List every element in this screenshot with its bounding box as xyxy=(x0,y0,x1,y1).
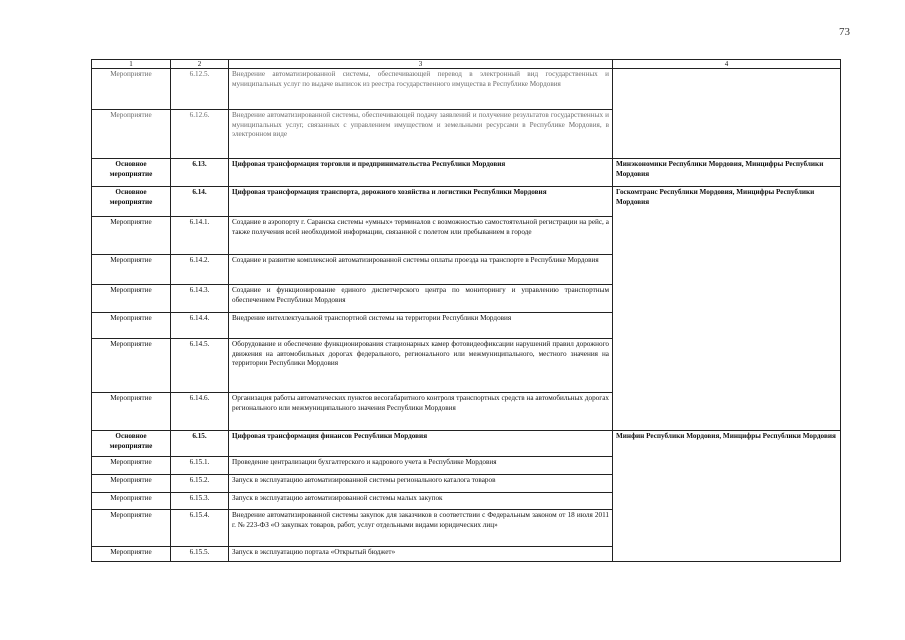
row-number: 6.14.4. xyxy=(171,313,229,339)
row-responsible: Госкомтранс Республики Мордовия, Минцифры Республики Мордовия xyxy=(613,187,841,431)
row-type: Мероприятие xyxy=(92,547,171,562)
row-description: Внедрение автоматизированной системы, обеспечивающей перевод в электронный вид государственных и муниципальных услуг по выдаче выписок из реестра государственного имущества в Республике Мордовия xyxy=(229,69,613,110)
row-number: 6.13. xyxy=(171,159,229,187)
row-description: Создание и функционирование единого диспетчерского центра по мониторингу и управлению транспортным обеспечением Республики Мордовия xyxy=(229,285,613,313)
header-col-1: 1 xyxy=(92,60,171,69)
row-type: Мероприятие xyxy=(92,285,171,313)
row-number: 6.14.6. xyxy=(171,393,229,431)
row-description: Внедрение автоматизированной системы закупок для заказчиков в соответствии с Федеральным законом от 18 июля 2011 г. № 223-ФЗ «О закупках товаров, работ, услуг отдельными видами юридических лиц» xyxy=(229,510,613,547)
row-type: Мероприятие xyxy=(92,217,171,255)
row-description: Оборудование и обеспечение функционирования стационарных камер фотовидеофиксации нарушений правил дорожного движения на автомобильных дорогах федерального, регионального или межмуниципального, местного значения на территории Республики Мордовия xyxy=(229,339,613,393)
row-number: 6.15.1. xyxy=(171,457,229,475)
row-number: 6.12.5. xyxy=(171,69,229,110)
row-type: Мероприятие xyxy=(92,313,171,339)
row-number: 6.15.3. xyxy=(171,493,229,510)
table-row-main-event xyxy=(92,431,841,457)
row-description: Запуск в эксплуатацию автоматизированной системы малых закупок xyxy=(229,493,613,510)
row-number: 6.15.5. xyxy=(171,547,229,562)
row-number: 6.14.5. xyxy=(171,339,229,393)
program-events-table xyxy=(91,59,841,562)
row-type: Мероприятие xyxy=(92,475,171,493)
row-description: Запуск в эксплуатацию портала «Открытый бюджет» xyxy=(229,547,613,562)
row-description: Внедрение автоматизированной системы, обеспечивающей подачу заявлений и получение результатов государственных и муниципальных услуг, связанных с управлением имуществом и земельными ресурсами в Республике Мордовия, в электронном виде xyxy=(229,110,613,159)
row-type: Основное мероприятие xyxy=(92,159,171,187)
table-row-main-event xyxy=(92,159,841,187)
row-number: 6.14.1. xyxy=(171,217,229,255)
row-description: Создание в аэропорту г. Саранска системы «умных» терминалов с возможностью самостоятельной регистрации на рейс, а также получения всей необходимой информации, связанной с полетом или пребыванием в городе xyxy=(229,217,613,255)
row-description: Цифровая трансформация транспорта, дорожного хозяйства и логистики Республики Мордовия xyxy=(229,187,613,217)
header-col-4: 4 xyxy=(613,60,841,69)
header-col-3: 3 xyxy=(229,60,613,69)
row-number: 6.14. xyxy=(171,187,229,217)
row-number: 6.15.4. xyxy=(171,510,229,547)
row-number: 6.14.2. xyxy=(171,255,229,285)
row-type: Мероприятие xyxy=(92,457,171,475)
table-row xyxy=(92,69,841,110)
table-header-row xyxy=(92,60,841,69)
row-number: 6.15.2. xyxy=(171,475,229,493)
row-type: Основное мероприятие xyxy=(92,431,171,457)
row-type: Основное мероприятие xyxy=(92,187,171,217)
header-col-2: 2 xyxy=(171,60,229,69)
row-number: 6.14.3. xyxy=(171,285,229,313)
row-description: Запуск в эксплуатацию автоматизированной системы регионального каталога товаров xyxy=(229,475,613,493)
row-responsible: Минэкономики Республики Мордовия, Минцифры Республики Мордовия xyxy=(613,159,841,187)
row-number: 6.15. xyxy=(171,431,229,457)
row-description: Организация работы автоматических пунктов весогабаритного контроля транспортных средств на автомобильных дорогах регионального или межмуниципального значения Республики Мордовия xyxy=(229,393,613,431)
row-responsible xyxy=(613,69,841,159)
row-description: Внедрение интеллектуальной транспортной системы на территории Республики Мордовия xyxy=(229,313,613,339)
row-description: Цифровая трансформация торговли и предпринимательства Республики Мордовия xyxy=(229,159,613,187)
row-type: Мероприятие xyxy=(92,110,171,159)
row-description: Цифровая трансформация финансов Республики Мордовия xyxy=(229,431,613,457)
row-type: Мероприятие xyxy=(92,493,171,510)
row-type: Мероприятие xyxy=(92,69,171,110)
row-type: Мероприятие xyxy=(92,510,171,547)
row-type: Мероприятие xyxy=(92,393,171,431)
row-type: Мероприятие xyxy=(92,339,171,393)
page-number: 73 xyxy=(839,26,850,38)
row-description: Проведение централизации бухгалтерского и кадрового учета в Республике Мордовия xyxy=(229,457,613,475)
row-number: 6.12.6. xyxy=(171,110,229,159)
row-description: Создание и развитие комплексной автоматизированной системы оплаты проезда на транспорте в Республике Мордовия xyxy=(229,255,613,285)
row-type: Мероприятие xyxy=(92,255,171,285)
table-row-main-event xyxy=(92,187,841,217)
row-responsible: Минфин Республики Мордовия, Минцифры Республики Мордовия xyxy=(613,431,841,562)
